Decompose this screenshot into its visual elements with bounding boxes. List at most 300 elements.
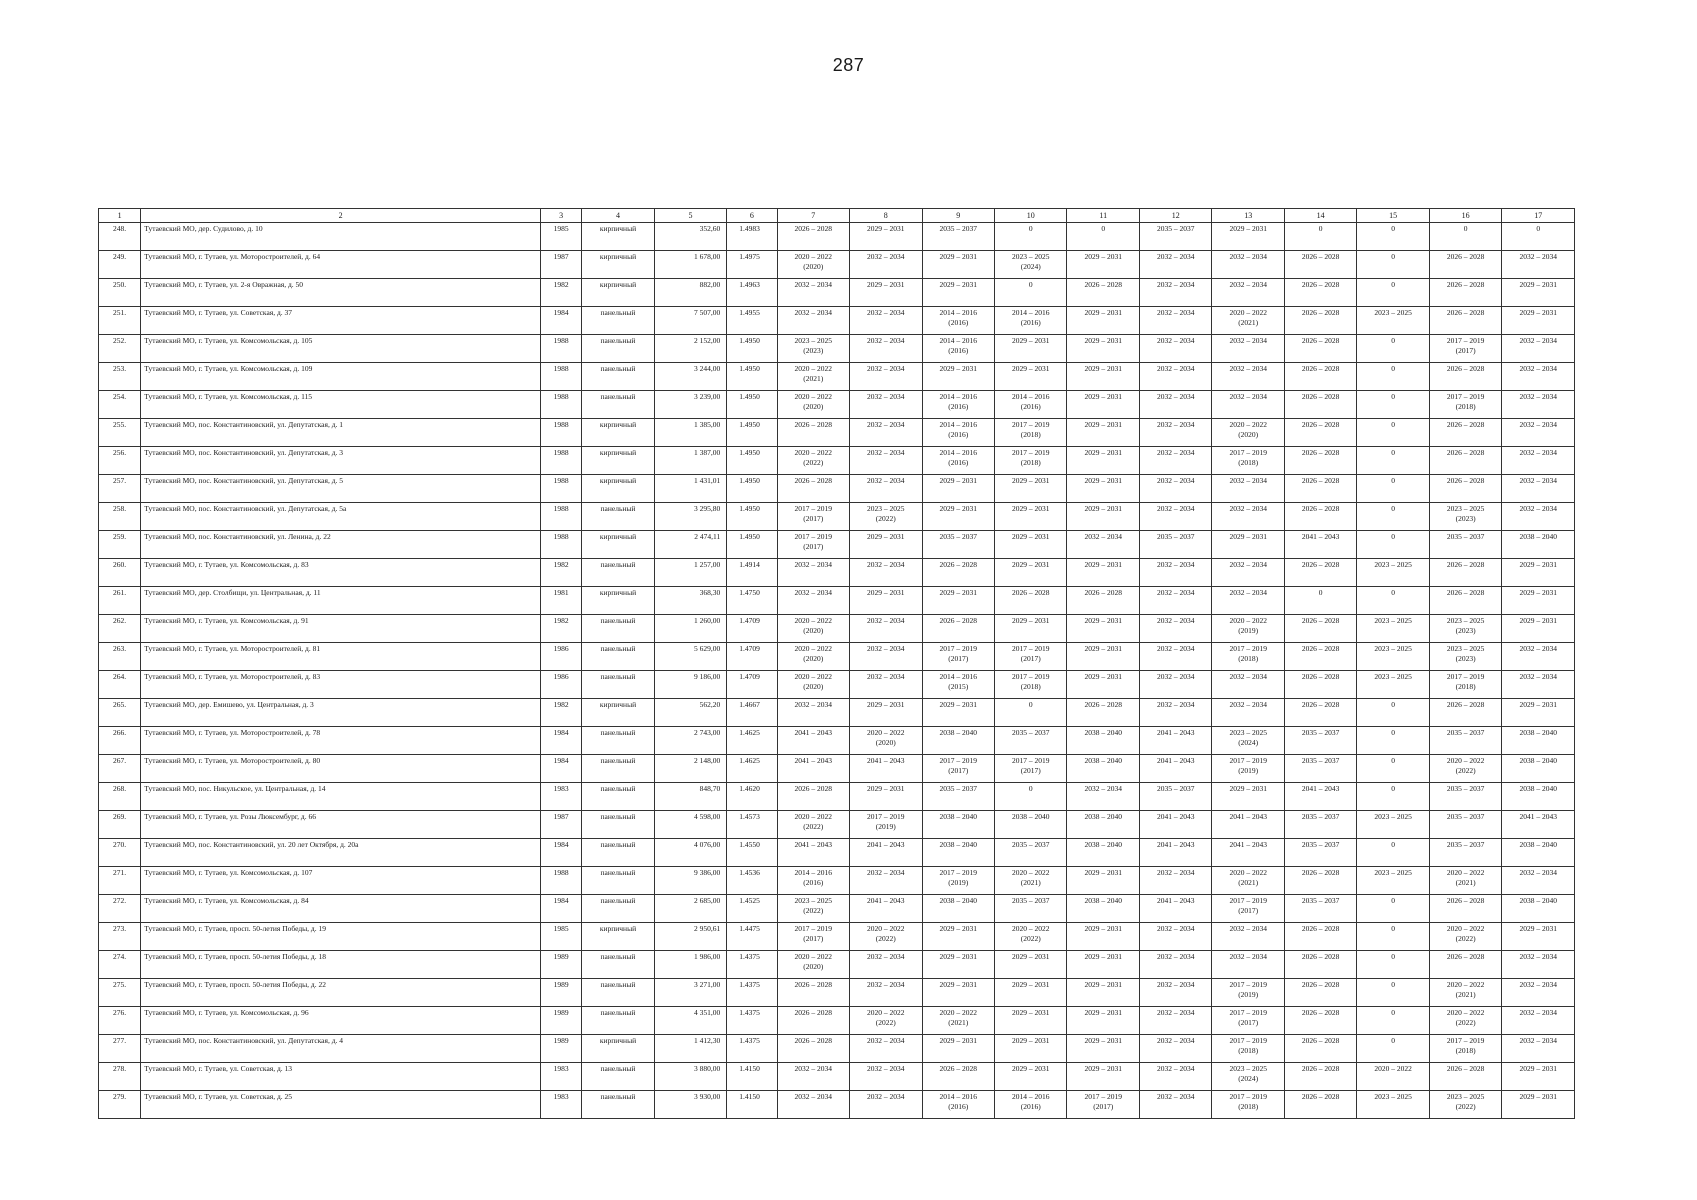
table-cell: 2038 – 2040 [1502,839,1575,867]
table-cell: 2029 – 2031 [995,363,1067,391]
table-cell: 253. [99,363,141,391]
table-row [99,1063,1575,1091]
table-cell: 2035 – 2037 [922,531,994,559]
table-cell: панельный [582,839,654,867]
table-cell: 2035 – 2037 [1139,783,1211,811]
table-cell: 1986 [540,671,581,699]
table-cell: 1988 [540,475,581,503]
table-cell: 2032 – 2034 [1212,587,1284,615]
table-cell: 271. [99,867,141,895]
table-cell: 2029 – 2031 [1067,867,1139,895]
table-cell: 2035 – 2037 [1139,223,1211,251]
table-cell: 2032 – 2034 [850,251,922,279]
table-cell: 2020 – 2022 [1357,1063,1429,1091]
table-cell: Тутаевский МО, г. Тутаев, ул. Комсомольская, д. 105 [141,335,541,363]
table-cell: 2029 – 2031 [1067,251,1139,279]
table-cell: 2017 – 2019 (2017) [777,923,849,951]
column-header: 10 [995,209,1067,223]
table-cell: 1986 [540,643,581,671]
table-cell: 5 629,00 [654,643,726,671]
table-cell: панельный [582,867,654,895]
table-cell: 2023 – 2025 (2022) [850,503,922,531]
table-cell: 272. [99,895,141,923]
table-cell: 0 [1357,755,1429,783]
table-cell: 2020 – 2022 (2020) [777,951,849,979]
table-cell: 3 239,00 [654,391,726,419]
table-cell: 2032 – 2034 [1212,363,1284,391]
table-cell: панельный [582,363,654,391]
table-cell: 2032 – 2034 [777,559,849,587]
table-cell: 2035 – 2037 [1284,811,1356,839]
table-cell: 259. [99,531,141,559]
table-cell: 2020 – 2022 (2021) [1212,867,1284,895]
table-cell: 2032 – 2034 [1139,671,1211,699]
table-cell: 1982 [540,699,581,727]
table-cell: 352,60 [654,223,726,251]
table-cell: 2032 – 2034 [850,307,922,335]
table-cell: 2038 – 2040 [1067,839,1139,867]
table-cell: 2032 – 2034 [1212,951,1284,979]
table-row [99,391,1575,419]
table-cell: Тутаевский МО, г. Тутаев, ул. Комсомольская, д. 115 [141,391,541,419]
table-cell: Тутаевский МО, г. Тутаев, ул. Комсомольская, д. 83 [141,559,541,587]
table-row [99,643,1575,671]
table-cell: 2026 – 2028 [1429,895,1501,923]
table-cell: 2032 – 2034 [1139,1035,1211,1063]
table-cell: панельный [582,559,654,587]
table-cell: 2029 – 2031 [1067,1007,1139,1035]
table-cell: 2029 – 2031 [1067,419,1139,447]
table-cell: 2017 – 2019 (2019) [850,811,922,839]
table-cell: 2026 – 2028 [777,979,849,1007]
table-cell: 0 [1357,839,1429,867]
table-cell: 251. [99,307,141,335]
table-cell: панельный [582,951,654,979]
table-row [99,363,1575,391]
table-cell: 261. [99,587,141,615]
table-cell: Тутаевский МО, г. Тутаев, ул. Советская, д. 25 [141,1091,541,1119]
table-cell: 2029 – 2031 [1067,951,1139,979]
table-cell: 1.4573 [727,811,777,839]
table-cell: 2032 – 2034 [1212,279,1284,307]
table-cell: 2020 – 2022 (2019) [1212,615,1284,643]
table-cell: 2014 – 2016 (2016) [995,391,1067,419]
table-cell: 2038 – 2040 [922,895,994,923]
table-cell: 256. [99,447,141,475]
table-cell: 276. [99,1007,141,1035]
table-cell: 2032 – 2034 [1502,951,1575,979]
table-cell: 2020 – 2022 (2022) [777,447,849,475]
table-cell: 2032 – 2034 [777,279,849,307]
table-cell: 1.4950 [727,363,777,391]
table-cell: Тутаевский МО, г. Тутаев, ул. Моторостроителей, д. 81 [141,643,541,671]
table-cell: 0 [995,699,1067,727]
table-cell: 2035 – 2037 [1429,839,1501,867]
table-cell: 1981 [540,587,581,615]
table-cell: 2035 – 2037 [995,727,1067,755]
table-cell: 2017 – 2019 (2017) [777,503,849,531]
table-cell: 2020 – 2022 (2021) [1429,867,1501,895]
table-cell: панельный [582,755,654,783]
table-cell: 2020 – 2022 (2021) [777,363,849,391]
table-cell: 2029 – 2031 [922,923,994,951]
table-cell: 264. [99,671,141,699]
table-cell: 2032 – 2034 [1139,503,1211,531]
table-cell: 2017 – 2019 (2017) [995,755,1067,783]
column-header: 17 [1502,209,1575,223]
table-cell: 2029 – 2031 [995,615,1067,643]
table-cell: панельный [582,503,654,531]
table-cell: 2029 – 2031 [850,223,922,251]
table-cell: 2026 – 2028 [1284,335,1356,363]
table-cell: 2041 – 2043 [1139,839,1211,867]
table-cell: 2020 – 2022 (2022) [777,811,849,839]
table-cell: 2032 – 2034 [850,419,922,447]
table-cell: 2026 – 2028 [1284,923,1356,951]
table-cell: 2032 – 2034 [850,391,922,419]
table-cell: 2038 – 2040 [922,727,994,755]
table-cell: 0 [1357,223,1429,251]
table-cell: 3 295,80 [654,503,726,531]
table-cell: 3 244,00 [654,363,726,391]
table-cell: 0 [1357,979,1429,1007]
table-cell: 2038 – 2040 [922,839,994,867]
table-cell: 2038 – 2040 [1502,755,1575,783]
table-cell: Тутаевский МО, г. Тутаев, просп. 50-летия Победы, д. 19 [141,923,541,951]
table-cell: 2029 – 2031 [850,279,922,307]
table-cell: 1.4955 [727,307,777,335]
table-cell: 2026 – 2028 [777,419,849,447]
table-cell: 9 386,00 [654,867,726,895]
table-cell: Тутаевский МО, г. Тутаев, ул. Комсомольская, д. 96 [141,1007,541,1035]
table-cell: 3 271,00 [654,979,726,1007]
table-cell: 0 [1357,699,1429,727]
table-cell: 1988 [540,447,581,475]
table-cell: 2029 – 2031 [1067,503,1139,531]
table-cell: 2029 – 2031 [1502,1091,1575,1119]
table-cell: панельный [582,1063,654,1091]
table-cell: 2029 – 2031 [1502,699,1575,727]
table-cell: 2032 – 2034 [1067,531,1139,559]
table-cell: 1988 [540,419,581,447]
table-cell: 0 [1357,727,1429,755]
table-cell: 1984 [540,839,581,867]
table-cell: 0 [995,783,1067,811]
table-cell: 2041 – 2043 [777,839,849,867]
table-cell: 2026 – 2028 [1067,279,1139,307]
table-cell: 2026 – 2028 [1284,979,1356,1007]
table-cell: 2032 – 2034 [1502,447,1575,475]
table-row [99,895,1575,923]
column-header: 12 [1139,209,1211,223]
table-cell: 2038 – 2040 [1502,895,1575,923]
table-cell: 2032 – 2034 [1212,475,1284,503]
table-cell: 0 [995,223,1067,251]
table-cell: 2032 – 2034 [1212,391,1284,419]
table-cell: 1.4525 [727,895,777,923]
table-cell: 2026 – 2028 [1284,1091,1356,1119]
table-cell: 2032 – 2034 [1212,923,1284,951]
table-cell: 2020 – 2022 (2020) [850,727,922,755]
table-cell: 2032 – 2034 [1212,251,1284,279]
table-cell: 2032 – 2034 [777,587,849,615]
table-cell: панельный [582,671,654,699]
table-cell: 7 507,00 [654,307,726,335]
table-cell: 2 950,61 [654,923,726,951]
table-cell: 2035 – 2037 [1429,783,1501,811]
table-cell: 2032 – 2034 [850,335,922,363]
column-header: 1 [99,209,141,223]
table-row [99,839,1575,867]
table-cell: 248. [99,223,141,251]
table-cell: 270. [99,839,141,867]
table-cell: 2029 – 2031 [995,475,1067,503]
table-cell: 1.4625 [727,727,777,755]
table-cell: 1.4950 [727,391,777,419]
column-header: 4 [582,209,654,223]
table-cell: 2023 – 2025 (2024) [995,251,1067,279]
table-cell: 2029 – 2031 [850,699,922,727]
table-cell: 2029 – 2031 [1067,559,1139,587]
table-cell: 0 [1357,531,1429,559]
table-cell: 2026 – 2028 [1284,1035,1356,1063]
table-cell: кирпичный [582,447,654,475]
table-cell: 2026 – 2028 [1284,447,1356,475]
table-cell: 2020 – 2022 (2020) [777,251,849,279]
table-cell: Тутаевский МО, г. Тутаев, ул. 2-я Овражная, д. 50 [141,279,541,307]
table-cell: 2032 – 2034 [1139,335,1211,363]
table-cell: 2020 – 2022 (2022) [1429,755,1501,783]
table-cell: 2026 – 2028 [1429,475,1501,503]
table-row [99,783,1575,811]
table-cell: 2026 – 2028 [777,1035,849,1063]
table-cell: Тутаевский МО, пос. Константиновский, ул. Депутатская, д. 5а [141,503,541,531]
table-cell: 4 351,00 [654,1007,726,1035]
table-cell: 0 [1357,475,1429,503]
table-cell: 1984 [540,727,581,755]
table-cell: 2029 – 2031 [995,951,1067,979]
table-cell: 2026 – 2028 [1284,279,1356,307]
table-row [99,727,1575,755]
table-cell: 2032 – 2034 [1212,335,1284,363]
table-cell: 2017 – 2019 (2018) [995,447,1067,475]
table-cell: 2020 – 2022 (2020) [1212,419,1284,447]
table-cell: 2020 – 2022 (2021) [922,1007,994,1035]
table-cell: 2023 – 2025 (2024) [1212,1063,1284,1091]
column-header: 5 [654,209,726,223]
table-cell: 2032 – 2034 [1502,251,1575,279]
table-cell: Тутаевский МО, дер. Столбищи, ул. Центральная, д. 11 [141,587,541,615]
table-row [99,867,1575,895]
table-cell: 1982 [540,279,581,307]
table-cell: 2038 – 2040 [922,811,994,839]
table-cell: 2038 – 2040 [1067,895,1139,923]
table-cell: 267. [99,755,141,783]
table-cell: 2032 – 2034 [1139,251,1211,279]
table-cell: 2023 – 2025 [1357,643,1429,671]
table-cell: 2026 – 2028 [1284,559,1356,587]
table-cell: 1.4963 [727,279,777,307]
table-cell: 1983 [540,1063,581,1091]
table-cell: Тутаевский МО, г. Тутаев, ул. Советская, д. 37 [141,307,541,335]
table-cell: панельный [582,335,654,363]
table-cell: 2032 – 2034 [1212,559,1284,587]
table-cell: 1984 [540,755,581,783]
table-cell: 2029 – 2031 [1067,1063,1139,1091]
table-cell: 0 [995,279,1067,307]
table-cell: 2026 – 2028 [1284,363,1356,391]
table-cell: Тутаевский МО, г. Тутаев, ул. Розы Люксембург, д. 66 [141,811,541,839]
table-cell: 2032 – 2034 [1139,559,1211,587]
table-cell: Тутаевский МО, г. Тутаев, ул. Комсомольская, д. 84 [141,895,541,923]
table-cell: 2041 – 2043 [1139,811,1211,839]
table-cell: 2026 – 2028 [1429,447,1501,475]
table-cell: 2029 – 2031 [995,531,1067,559]
table-cell: 0 [1357,1035,1429,1063]
column-header: 13 [1212,209,1284,223]
table-cell: 2014 – 2016 (2016) [995,307,1067,335]
table-cell: 2026 – 2028 [1067,587,1139,615]
table-cell: 2041 – 2043 [1139,895,1211,923]
table-cell: 2041 – 2043 [850,839,922,867]
table-cell: 2032 – 2034 [1212,699,1284,727]
table-cell: 1.4150 [727,1091,777,1119]
table-cell: 2029 – 2031 [922,251,994,279]
table-cell: 0 [1357,447,1429,475]
table-cell: 1.4914 [727,559,777,587]
table-cell: 2029 – 2031 [1067,475,1139,503]
table-cell: 2029 – 2031 [1502,559,1575,587]
table-row [99,475,1575,503]
table-cell: 2014 – 2016 (2016) [922,1091,994,1119]
table-cell: 2017 – 2019 (2017) [1067,1091,1139,1119]
table-cell: панельный [582,979,654,1007]
table-cell: 848,70 [654,783,726,811]
table-cell: 2020 – 2022 (2022) [850,1007,922,1035]
table-cell: 2032 – 2034 [1139,1091,1211,1119]
header-row [99,209,1575,223]
table-cell: 2032 – 2034 [1139,643,1211,671]
table-cell: 1988 [540,503,581,531]
table-cell: 2026 – 2028 [1429,307,1501,335]
table-cell: 2035 – 2037 [1284,755,1356,783]
table-cell: кирпичный [582,531,654,559]
table-cell: 2035 – 2037 [922,783,994,811]
table-cell: 1 387,00 [654,447,726,475]
table-cell: 2023 – 2025 (2022) [777,895,849,923]
table-cell: 1 412,30 [654,1035,726,1063]
table-row [99,447,1575,475]
column-header: 16 [1429,209,1501,223]
table-row [99,615,1575,643]
table-cell: 2014 – 2016 (2016) [777,867,849,895]
table-cell: Тутаевский МО, пос. Никульское, ул. Центральная, д. 14 [141,783,541,811]
table-cell: Тутаевский МО, г. Тутаев, ул. Моторостроителей, д. 83 [141,671,541,699]
table-cell: 1.4550 [727,839,777,867]
table-cell: 278. [99,1063,141,1091]
table-row [99,559,1575,587]
column-header: 14 [1284,209,1356,223]
table-cell: 2014 – 2016 (2016) [995,1091,1067,1119]
table-cell: Тутаевский МО, пос. Константиновский, ул. 20 лет Октября, д. 20а [141,839,541,867]
table-cell: кирпичный [582,923,654,951]
table-cell: кирпичный [582,223,654,251]
table-cell: 2029 – 2031 [850,587,922,615]
table-cell: 2032 – 2034 [850,475,922,503]
table-cell: 2020 – 2022 (2022) [995,923,1067,951]
table-cell: 1984 [540,307,581,335]
table-cell: 1 260,00 [654,615,726,643]
table-cell: 1985 [540,223,581,251]
table-cell: Тутаевский МО, г. Тутаев, ул. Моторостроителей, д. 64 [141,251,541,279]
table-cell: 1.4750 [727,587,777,615]
table-cell: 2032 – 2034 [1139,307,1211,335]
table-cell: 2035 – 2037 [1284,839,1356,867]
table-cell: 0 [1357,783,1429,811]
table-row [99,531,1575,559]
table-cell: 2029 – 2031 [1212,783,1284,811]
table-cell: 2017 – 2019 (2017) [922,643,994,671]
table-cell: кирпичный [582,1035,654,1063]
table-cell: 2032 – 2034 [1502,1035,1575,1063]
table-cell: панельный [582,1007,654,1035]
table-cell: 2017 – 2019 (2018) [1429,671,1501,699]
table-cell: 562,20 [654,699,726,727]
table-cell: 2029 – 2031 [1067,923,1139,951]
table-cell: 2023 – 2025 (2023) [1429,615,1501,643]
table-cell: панельный [582,811,654,839]
table-cell: 2017 – 2019 (2019) [1212,755,1284,783]
table-cell: 2029 – 2031 [995,1035,1067,1063]
table-cell: 2026 – 2028 [1284,699,1356,727]
table-cell: 1 678,00 [654,251,726,279]
table-cell: 2017 – 2019 (2018) [1212,1035,1284,1063]
table-cell: 1.4950 [727,335,777,363]
table-cell: 258. [99,503,141,531]
data-table [98,208,1575,1119]
table-cell: 2029 – 2031 [995,335,1067,363]
table-cell: 2029 – 2031 [1502,1063,1575,1091]
table-cell: 2023 – 2025 (2022) [1429,1091,1501,1119]
table-cell: 2026 – 2028 [1284,1063,1356,1091]
table-cell: 2029 – 2031 [922,1035,994,1063]
table-cell: 2032 – 2034 [1502,475,1575,503]
table-cell: Тутаевский МО, пос. Константиновский, ул. Ленина, д. 22 [141,531,541,559]
column-header: 15 [1357,209,1429,223]
table-cell: 2026 – 2028 [995,587,1067,615]
table-cell: 0 [1357,503,1429,531]
table-cell: 1987 [540,811,581,839]
table-cell: 2023 – 2025 (2023) [777,335,849,363]
table-cell: 2032 – 2034 [850,615,922,643]
table-cell: 0 [1067,223,1139,251]
table-cell: 2032 – 2034 [1067,783,1139,811]
table-cell: 2017 – 2019 (2017) [777,531,849,559]
table-cell: Тутаевский МО, пос. Константиновский, ул. Депутатская, д. 1 [141,419,541,447]
table-cell: 2017 – 2019 (2018) [1429,1035,1501,1063]
table-cell: 2017 – 2019 (2019) [1212,979,1284,1007]
table-cell: 2032 – 2034 [1502,1007,1575,1035]
table-cell: 1982 [540,559,581,587]
column-header: 8 [850,209,922,223]
table-cell: 2020 – 2022 (2020) [777,615,849,643]
table-cell: 1.4375 [727,979,777,1007]
column-header: 2 [141,209,541,223]
table-cell: 2032 – 2034 [850,951,922,979]
table-cell: 2032 – 2034 [1212,671,1284,699]
table-row [99,699,1575,727]
table-cell: 2032 – 2034 [777,1091,849,1119]
